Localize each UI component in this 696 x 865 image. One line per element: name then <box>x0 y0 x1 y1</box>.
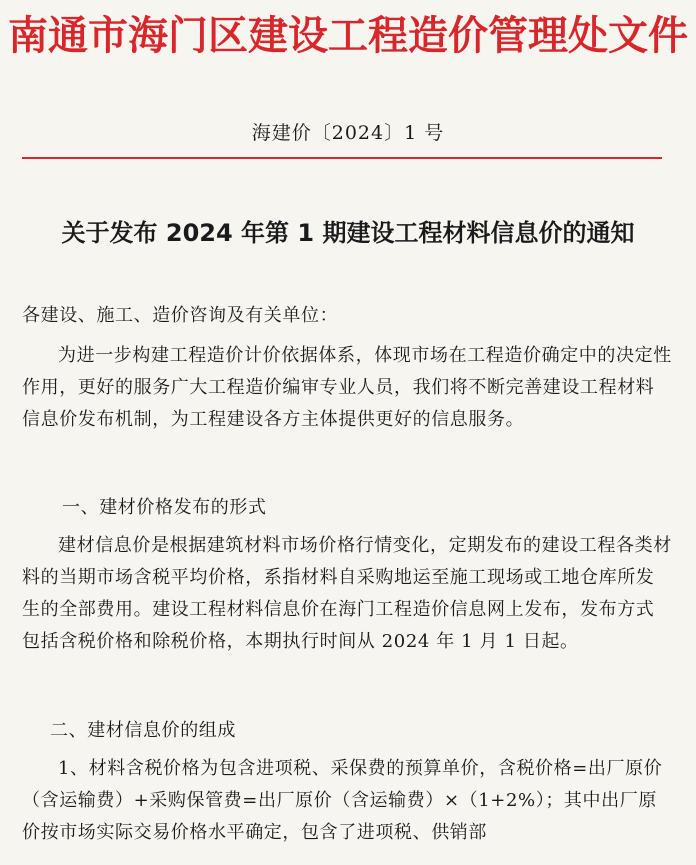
letterhead-title: 南通市海门区建设工程造价管理处文件 <box>8 13 688 59</box>
section-1-paragraph: 建材信息价是根据建筑材料市场价格行情变化，定期发布的建设工程各类材料的当期市场含税平均价格，系指材料自采购地运至施工现场或工地仓库所发生的全部费用。建设工程材料信息价在海门工程造价信息网上发布，发布方式包括含税价格和除税价格，本期执行时间从 2024 年 1 月 1 日起。 <box>22 535 672 652</box>
section-1-heading: 一、建材价格发布的形式 <box>62 497 267 518</box>
red-divider-line <box>22 157 662 159</box>
document-number: 海建价〔2024〕1 号 <box>251 122 445 144</box>
intro-paragraph: 为进一步构建工程造价计价依据体系，体现市场在工程造价确定中的决定性作用，更好的服务广大工程造价编审专业人员，我们将不断完善建设工程材料信息价发布机制，为工程建设各方主体提供更好的信息服务。 <box>22 345 672 430</box>
notice-title: 关于发布 2024 年第 1 期建设工程材料信息价的通知 <box>61 219 635 247</box>
salutation: 各建设、施工、造价咨询及有关单位： <box>22 305 339 326</box>
section-2-heading: 二、建材信息价的组成 <box>50 720 236 741</box>
section-2-paragraph: 1、材料含税价格为包含进项税、采保费的预算单价，含税价格=出厂原价（含运输费）+采购保管费=出厂原价（含运输费）×（1+2%）；其中出厂原价按市场实际交易价格水平确定，包含了进项税、供销部 <box>22 758 663 843</box>
